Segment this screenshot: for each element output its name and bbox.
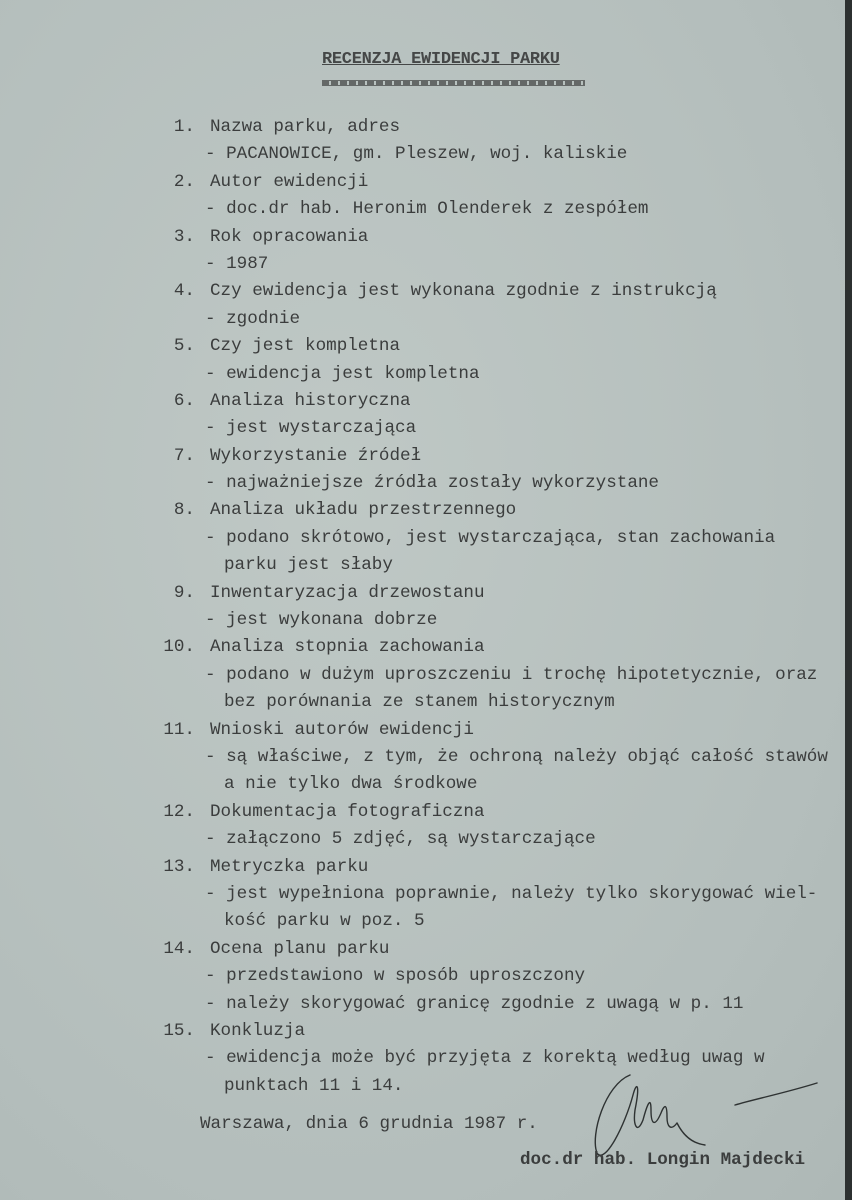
item-heading: Autor ewidencji [210, 171, 369, 192]
list-item-detail [0, 908, 845, 935]
detail-text: bez porównania ze stanem historycznym [224, 692, 615, 713]
place-and-date: Warszawa, dnia 6 grudnia 1987 r. [200, 1114, 538, 1134]
item-heading: Analiza historyczna [210, 390, 411, 411]
list-item-detail [0, 196, 845, 223]
item-heading: Czy ewidencja jest wykonana zgodnie z instrukcją [210, 281, 717, 302]
list-item-heading [0, 497, 845, 524]
title-double-underline [322, 80, 585, 86]
list-item-heading [0, 224, 845, 251]
list-item-detail [0, 361, 845, 388]
list-item-detail [0, 525, 845, 552]
detail-text: - ewidencja może być przyjęta z korektą według uwag w [205, 1048, 765, 1069]
item-number: 14. [163, 938, 195, 959]
detail-text: a nie tylko dwa środkowe [224, 774, 478, 795]
review-items-list [0, 114, 845, 1100]
detail-text: punktach 11 i 14. [224, 1075, 404, 1096]
list-item-detail [0, 470, 845, 497]
list-item-heading [0, 799, 845, 826]
scan-edge [845, 0, 852, 1200]
item-number: 6. [173, 390, 195, 411]
list-item-detail [0, 251, 845, 278]
document-title: RECENZJA EWIDENCJI PARKU [322, 50, 560, 69]
list-item-detail [0, 963, 845, 990]
detail-text: parku jest słaby [224, 555, 393, 576]
detail-text: - przedstawiono w sposób uproszczony [205, 966, 586, 987]
detail-text: - ewidencja jest kompletna [205, 363, 480, 384]
item-number: 10. [163, 637, 195, 658]
detail-text: - zgodnie [205, 308, 301, 329]
list-item-heading [0, 169, 845, 196]
list-item-detail [0, 141, 845, 168]
item-number: 3. [173, 226, 195, 247]
detail-text: - załączono 5 zdjęć, są wystarczające [205, 829, 596, 850]
list-item-detail [0, 771, 845, 798]
signer-name: doc.dr hab. Longin Majdecki [520, 1150, 806, 1170]
item-number: 8. [173, 500, 195, 521]
detail-text: - są właściwe, z tym, że ochroną należy objąć całość stawów [205, 746, 828, 767]
item-number: 9. [173, 582, 195, 603]
list-item-detail [0, 744, 845, 771]
list-item-detail [0, 881, 845, 908]
detail-text: - PACANOWICE, gm. Pleszew, woj. kaliskie [205, 144, 628, 165]
item-number: 13. [163, 856, 195, 877]
item-heading: Inwentaryzacja drzewostanu [210, 582, 485, 603]
list-item-heading [0, 1018, 845, 1045]
list-item-heading [0, 936, 845, 963]
detail-text: - podano skrótowo, jest wystarczająca, stan zachowania [205, 527, 776, 548]
list-item-detail [0, 991, 845, 1018]
list-item-heading [0, 388, 845, 415]
list-item-detail [0, 607, 845, 634]
item-number: 5. [173, 336, 195, 357]
item-number: 2. [173, 171, 195, 192]
detail-text: - najważniejsze źródła zostały wykorzystane [205, 473, 659, 494]
item-number: 1. [173, 117, 195, 137]
item-number: 15. [163, 1020, 195, 1041]
detail-text: - jest wykonana dobrze [205, 610, 438, 631]
detail-text: - jest wypełniona poprawnie, należy tylko skorygować wiel- [205, 883, 818, 904]
detail-text: kość parku w poz. 5 [224, 911, 425, 932]
list-item-heading [0, 580, 845, 607]
item-heading: Konkluzja [210, 1020, 306, 1041]
list-item-heading [0, 114, 845, 141]
list-item-heading [0, 333, 845, 360]
item-number: 12. [163, 801, 195, 822]
list-item-detail [0, 826, 845, 853]
item-number: 7. [173, 445, 195, 466]
list-item-heading [0, 854, 845, 881]
list-item-heading [0, 717, 845, 744]
list-item-heading [0, 443, 845, 470]
list-item-detail [0, 689, 845, 716]
item-heading: Analiza stopnia zachowania [210, 637, 485, 658]
item-heading: Rok opracowania [210, 226, 369, 247]
item-heading: Dokumentacja fotograficzna [210, 801, 485, 822]
item-number: 11. [163, 719, 195, 740]
item-heading: Metryczka parku [210, 856, 369, 877]
list-item-heading [0, 278, 845, 305]
item-number: 4. [173, 281, 195, 302]
item-heading: Wnioski autorów ewidencji [210, 719, 474, 740]
list-item-detail [0, 415, 845, 442]
detail-text: - jest wystarczająca [205, 418, 417, 439]
list-item-heading [0, 634, 845, 661]
item-heading: Ocena planu parku [210, 938, 390, 959]
item-heading: Analiza układu przestrzennego [210, 500, 517, 521]
item-heading: Nazwa parku, adres [210, 117, 401, 137]
detail-text: - doc.dr hab. Heronim Olenderek z zespółem [205, 199, 649, 220]
detail-text: - 1987 [205, 253, 269, 274]
list-item-detail [0, 662, 845, 689]
item-heading: Czy jest kompletna [210, 336, 401, 357]
detail-text: - należy skorygować granicę zgodnie z uwagą w p. 11 [205, 993, 744, 1014]
item-heading: Wykorzystanie źródeł [210, 445, 422, 466]
list-item-detail [0, 552, 845, 579]
list-item-detail [0, 306, 845, 333]
detail-text: - podano w dużym uproszczeniu i trochę hipotetycznie, oraz [205, 664, 818, 685]
